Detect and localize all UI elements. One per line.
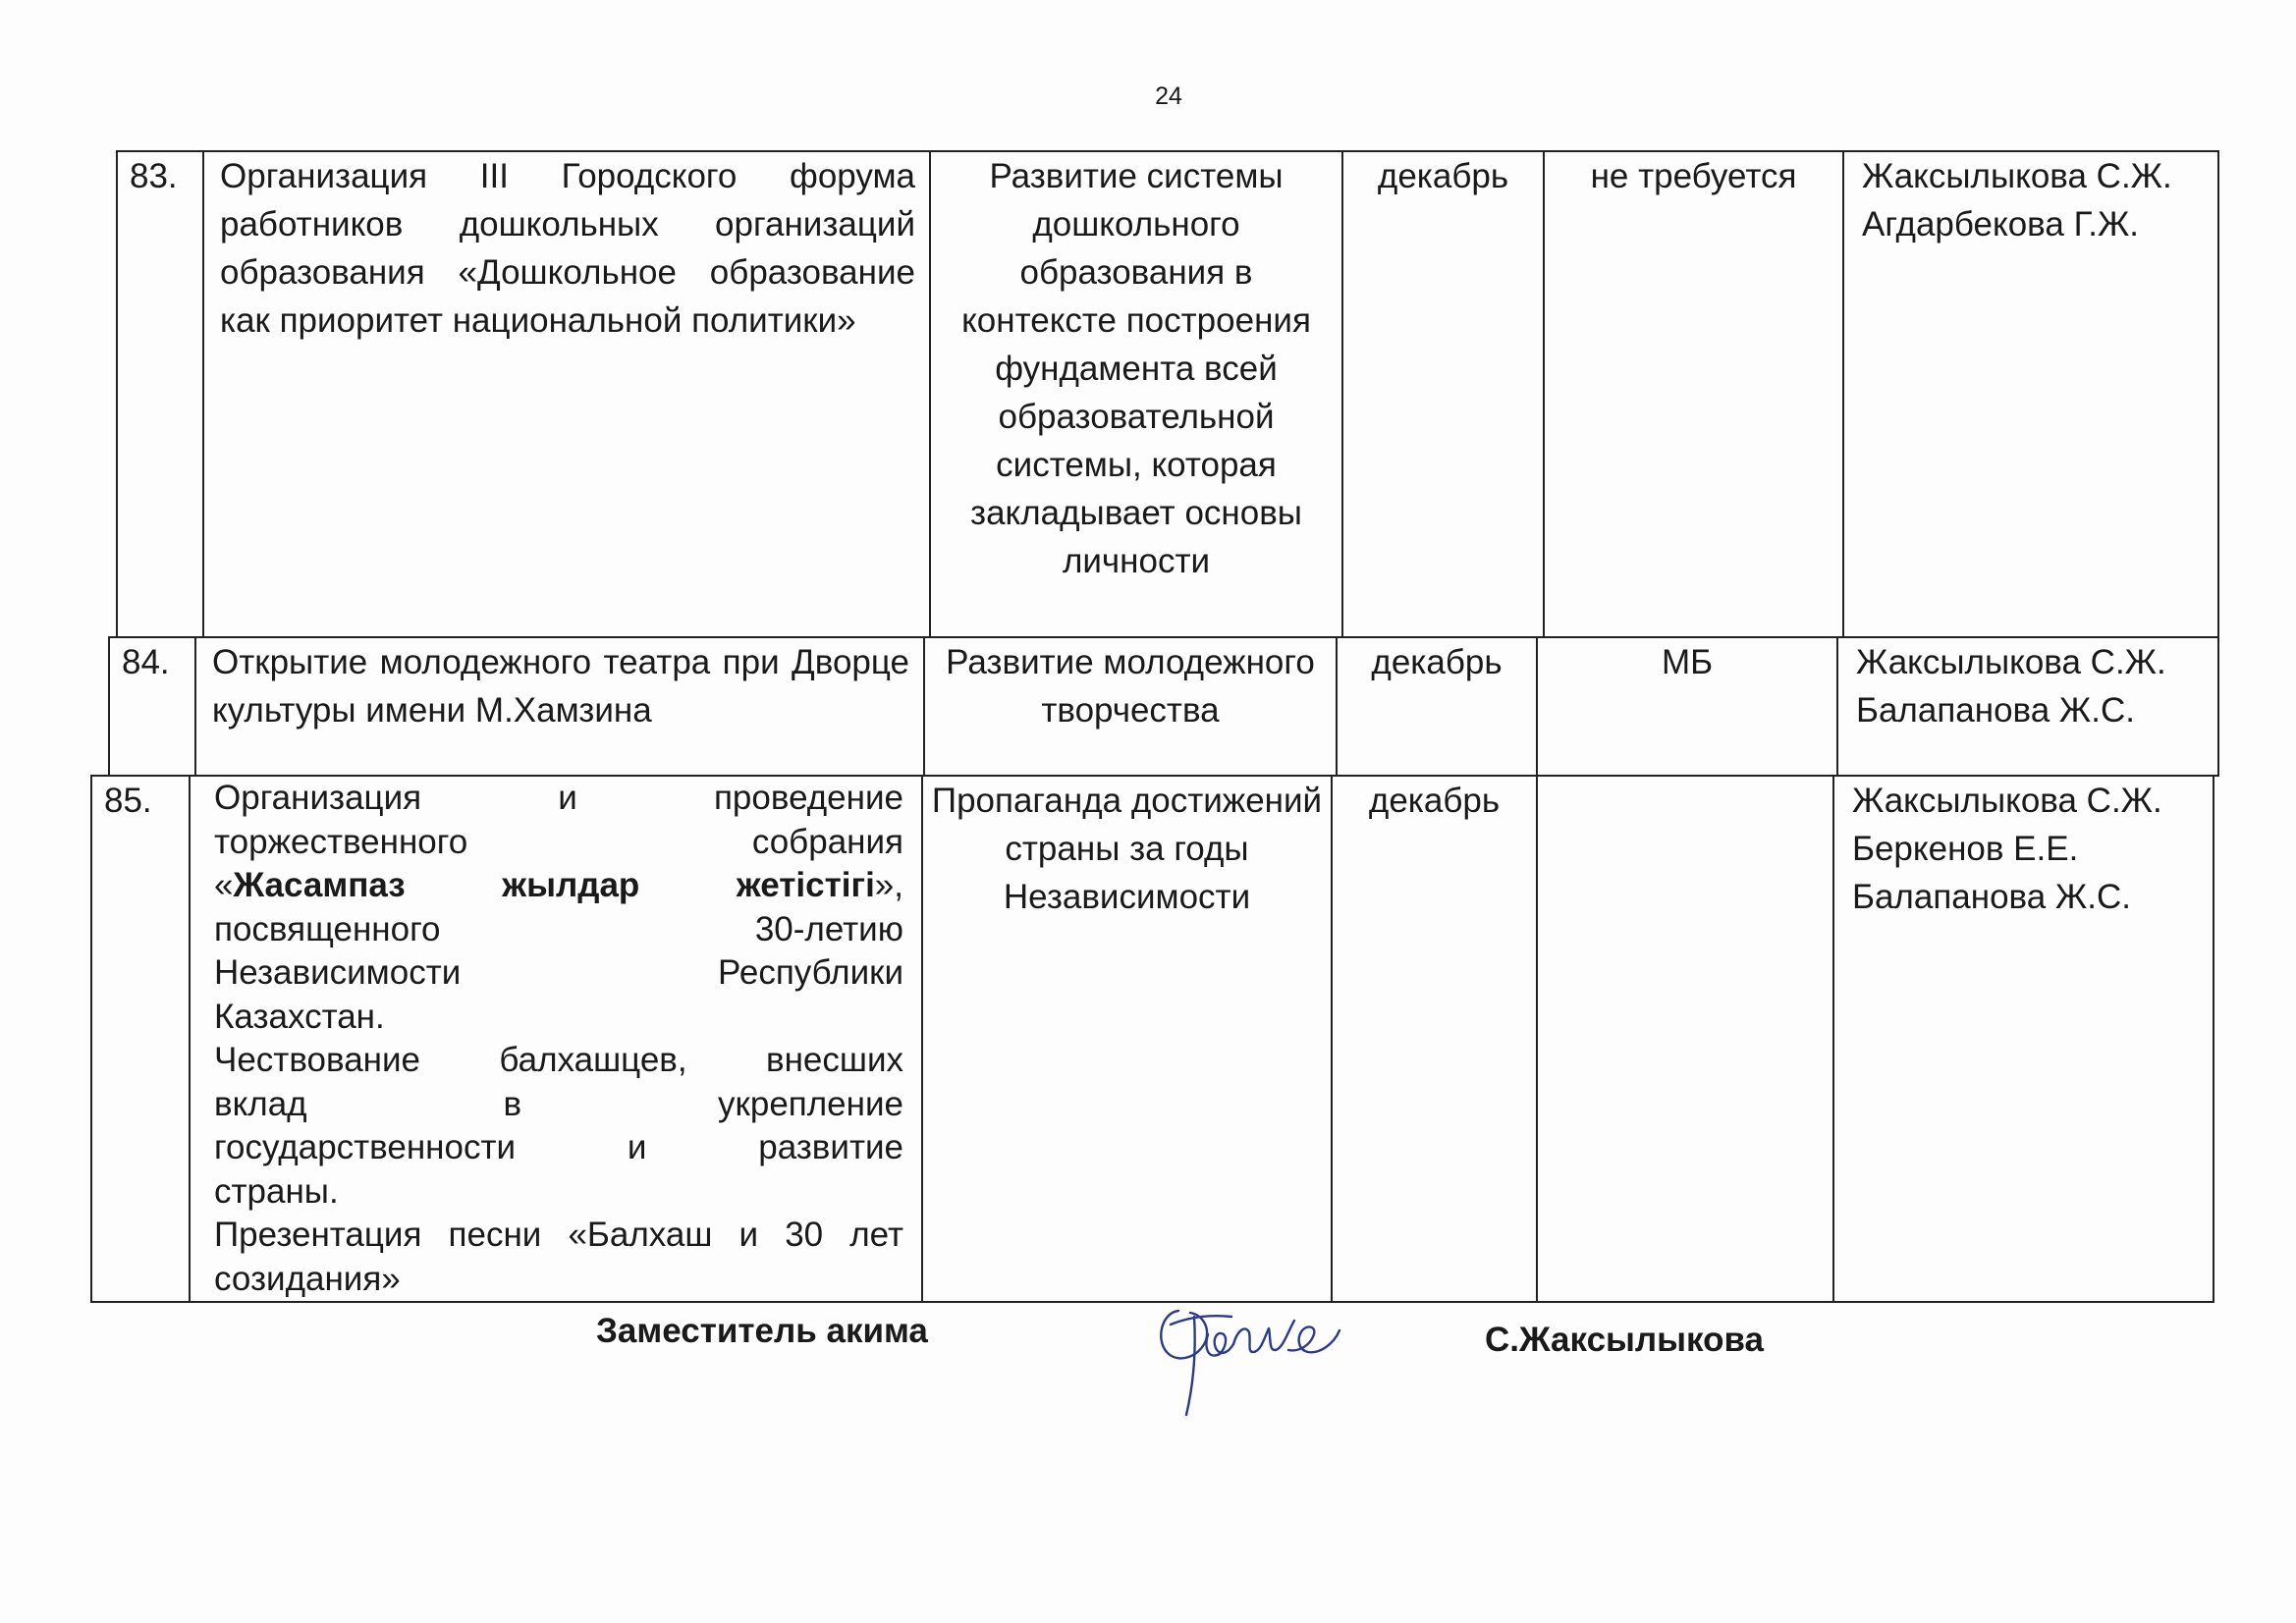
responsible-person: Агдарбекова Г.Ж. bbox=[1862, 205, 2140, 243]
event-funding: МБ bbox=[1536, 636, 1836, 777]
responsible-persons bbox=[1842, 150, 2219, 638]
event-funding bbox=[1536, 775, 1832, 1303]
event-period: декабрь bbox=[1341, 150, 1543, 638]
event-funding: не требуется bbox=[1543, 150, 1842, 638]
event-period: декабрь bbox=[1331, 775, 1536, 1303]
handwritten-signature bbox=[1151, 1291, 1357, 1419]
responsible-persons bbox=[1832, 775, 2214, 1303]
table-row-84 bbox=[108, 636, 2219, 777]
responsible-person: Жаксылыкова С.Ж. bbox=[1852, 782, 2162, 820]
responsible-person: Жаксылыкова С.Ж. bbox=[1862, 157, 2172, 195]
event-goal: Пропаганда достижений страны за годы Независимости bbox=[921, 775, 1331, 1303]
event-goal: Развитие системы дошкольного образования в контексте построения фундамента всей образовательной системы, которая закладывает основы личности bbox=[929, 150, 1341, 638]
event-description: Организация III Городского форума работников дошкольных организаций образования «Дошкольное образование как приоритет национальной политики» bbox=[202, 150, 929, 638]
table-row-85 bbox=[90, 775, 2214, 1303]
event-period: декабрь bbox=[1336, 636, 1536, 777]
signatory-name: С.Жаксылыкова bbox=[1485, 1321, 1765, 1359]
responsible-person: Балапанова Ж.С. bbox=[1852, 878, 2131, 916]
event-description: Организация и проведение торжественного собрания «Жасампаз жылдар жетістігі», посвященного 30-летию Независимости Республики Казахстан. Чествование балхашцев, внесших вклад в укрепление государственности и развитие страны. Презентация песни «Балхаш и 30 лет созидания» bbox=[189, 775, 921, 1303]
row-number: 84. bbox=[108, 636, 194, 777]
responsible-person: Балапанова Ж.С. bbox=[1856, 691, 2135, 730]
row-number: 85. bbox=[90, 775, 189, 1303]
event-goal: Развитие молодежного творчества bbox=[923, 636, 1336, 777]
row-number: 83. bbox=[116, 150, 202, 638]
signatory-title: Заместитель акима bbox=[596, 1312, 928, 1350]
responsible-person: Беркенов Е.Е. bbox=[1852, 830, 2079, 868]
festive-title: Жасампаз жылдар жетістігі bbox=[233, 866, 875, 904]
event-description: Открытие молодежного театра при Дворце культуры имени М.Хамзина bbox=[194, 636, 923, 777]
responsible-person: Жаксылыкова С.Ж. bbox=[1856, 643, 2166, 681]
responsible-persons bbox=[1836, 636, 2219, 777]
table-row-83 bbox=[116, 150, 2219, 638]
page-number: 24 bbox=[1155, 82, 1182, 110]
